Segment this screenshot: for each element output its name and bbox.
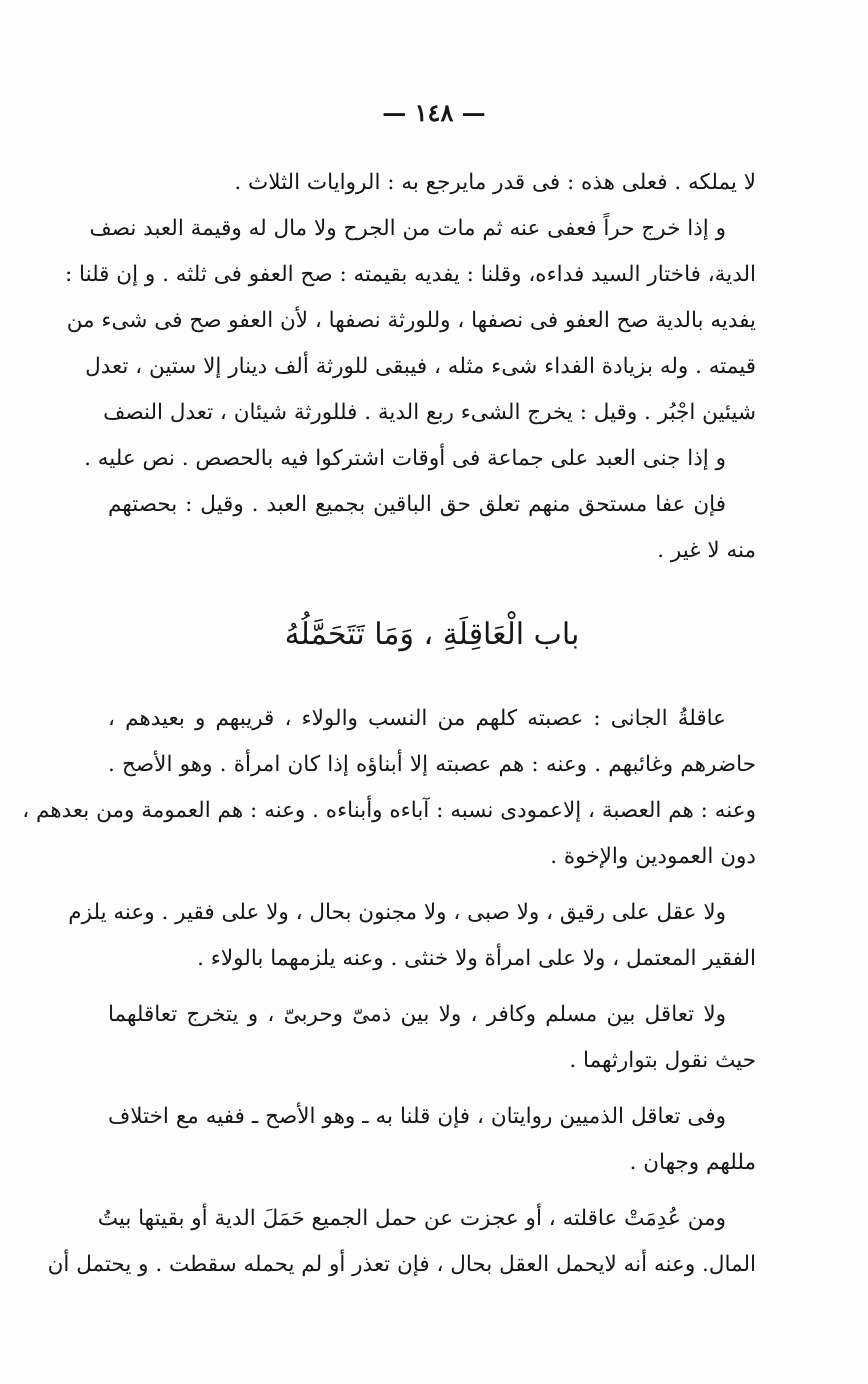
text-line: حيث نقول بتوارثهما . <box>569 1048 756 1073</box>
text-line: شيئين اجْبُر . وقيل : يخرج الشىء ربع الدية . فللورثة شيئان ، تعدل النصف <box>103 400 756 425</box>
text-line: وفى تعاقل الذميين روايتان ، فإن قلنا به ـ وهو الأصح ـ ففيه مع اختلاف <box>108 1104 726 1129</box>
chapter-heading: باب الْعَاقِلَةِ ، وَمَا تَتَحَمَّلُهُ <box>284 617 580 652</box>
spacer <box>108 684 756 696</box>
spacer <box>108 982 756 992</box>
text-line: ولا تعاقل بين مسلم وكافر ، ولا بين ذمىّ وحربىّ ، و يتخرج تعاقلهما <box>108 1002 726 1027</box>
text-line: الدية، فاختار السيد فداءه، وقلنا : يفديه بقيمته : صح العفو فى ثلثه . و إن قلنا : <box>64 262 756 287</box>
spacer <box>108 1084 756 1094</box>
text-line: وعنه : هم العصبة ، إلاعمودى نسبه : آباءه وأبناءه . وعنه : هم العمومة ومن بعدهم ، <box>22 798 756 823</box>
text-line: حاضرهم وغائبهم . وعنه : هم عصبته إلا أبناؤه إذا كان امرأة . وهو الأصح . <box>108 752 756 777</box>
section-2 <box>84 436 756 574</box>
paragraph <box>108 1094 756 1186</box>
text-line: يفديه بالدية صح العفو فى نصفها ، وللورثة نصفها ، لأن العفو صح فى شىء من <box>66 308 756 333</box>
text-line: و إذا جنى العبد على جماعة فى أوقات اشتركوا فيه بالحصص . نص عليه . <box>84 446 726 471</box>
spacer <box>108 574 756 586</box>
text-line: فإن عفا مستحق منهم تعلق حق الباقين بجميع العبد . وقيل : بحصتهم <box>108 492 726 517</box>
text-line: دون العمودين والإخوة . <box>550 844 756 869</box>
text-line: الفقير المعتمل ، ولا على امرأة ولا خنثى . وعنه يلزمهما بالولاء . <box>197 946 756 971</box>
spacer <box>108 1186 756 1196</box>
paragraph <box>108 992 756 1084</box>
text-line: مللهم وجهان . <box>629 1150 756 1175</box>
text-line: منه لا غير . <box>657 538 756 563</box>
paragraph <box>68 890 756 982</box>
section-1 <box>64 160 756 436</box>
paragraph <box>22 696 756 880</box>
paragraph <box>47 1196 756 1288</box>
text-line: قيمته . وله بزيادة الفداء شىء مثله ، فيبقى للورثة ألف دينار إلا ستين ، تعدل <box>85 354 756 379</box>
text-line: لا يملكه . فعلى هذه : فى قدر مايرجع به : الروايات الثلاث . <box>234 170 756 195</box>
page-number: — ١٤٨ — <box>382 98 486 127</box>
spacer <box>108 880 756 890</box>
page-body <box>22 160 756 1288</box>
text-line: ومن عُدِمَتْ عاقلته ، أو عجزت عن حمل الجميع حَمَلَ الدية أو بقيتها بيتُ <box>97 1206 726 1231</box>
text-line: ولا عقل على رقيق ، ولا صبى ، ولا مجنون بحال ، ولا على فقير . وعنه يلزم <box>68 900 726 925</box>
text-line: المال. وعنه أنه لايحمل العقل بحال ، فإن تعذر أو لم يحمله سقطت . و يحتمل أن <box>47 1252 756 1277</box>
text-line: و إذا خرج حراً فعفى عنه ثم مات من الجرح ولا مال له وقيمة العبد نصف <box>89 216 726 241</box>
text-line: عاقلةُ الجانى : عصبته كلهم من النسب والولاء ، قريبهم و بعيدهم ، <box>108 706 726 731</box>
